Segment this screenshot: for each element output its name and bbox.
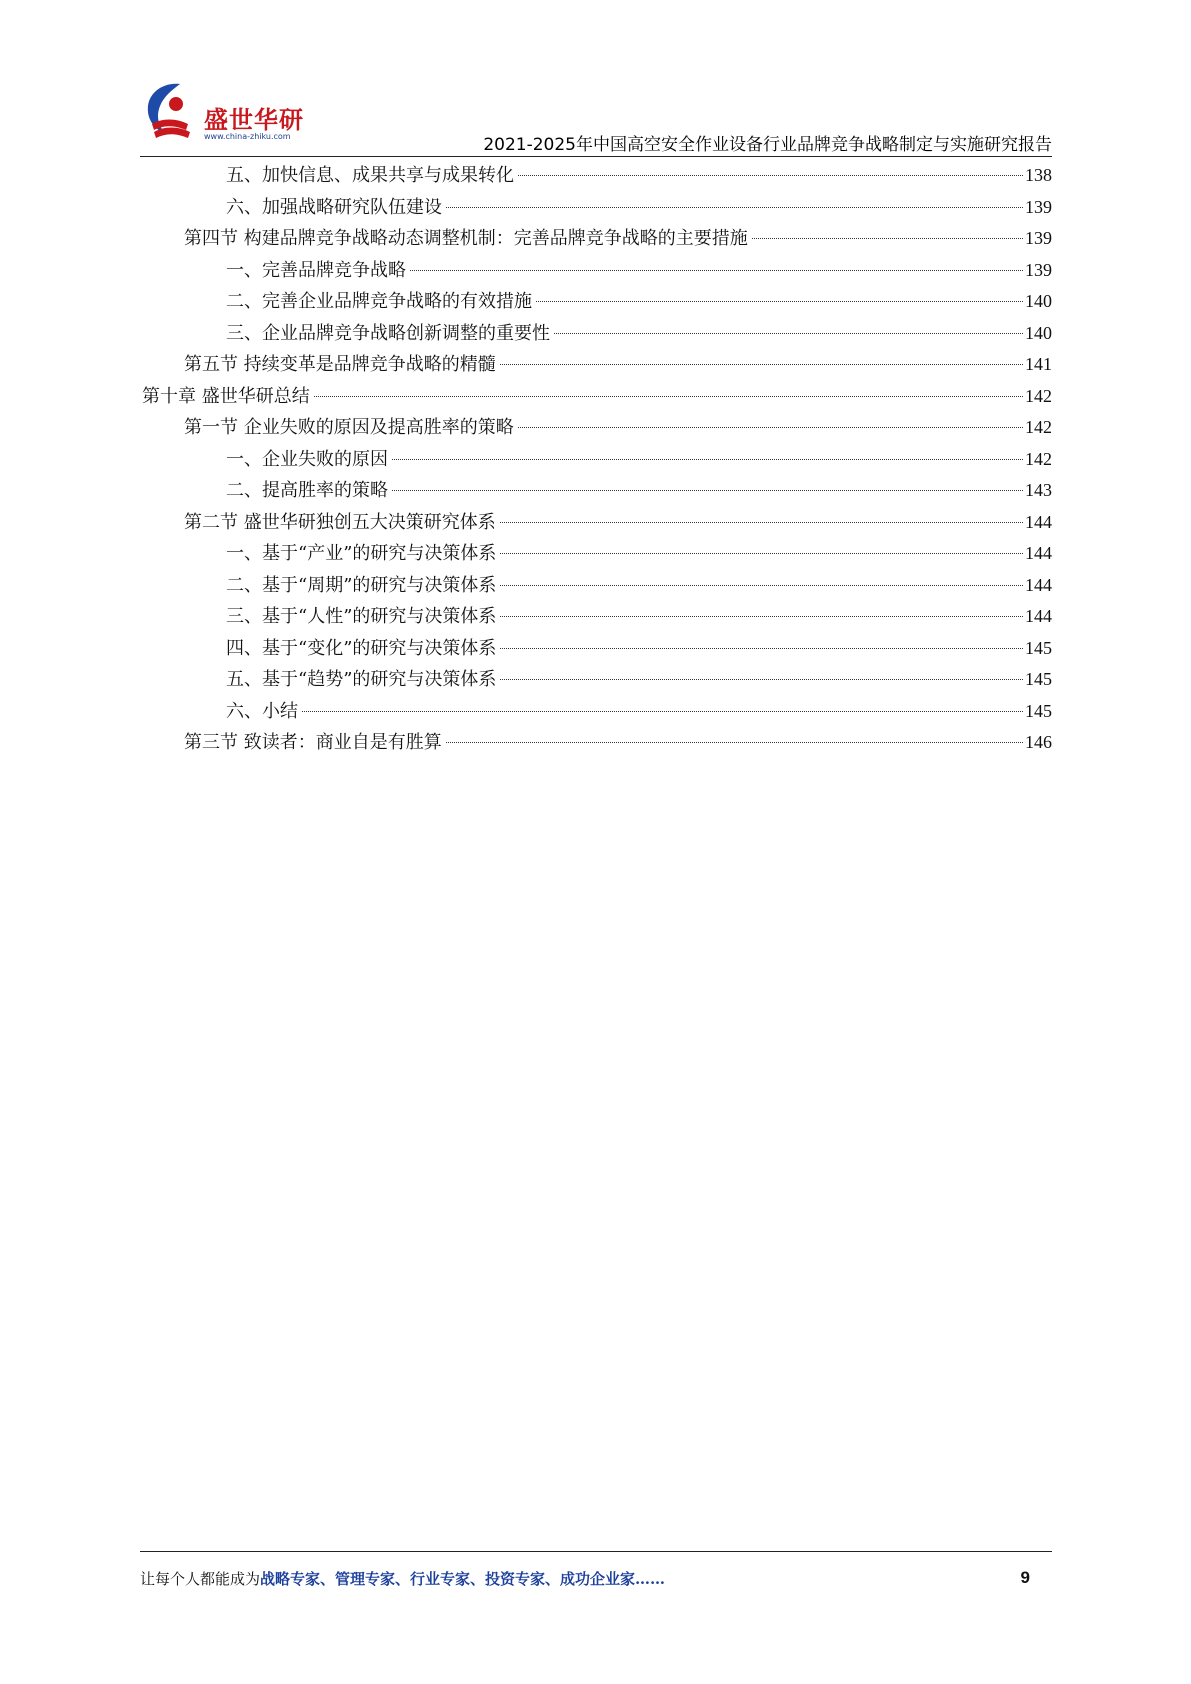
toc-entry-title: 五、加快信息、成果共享与成果转化	[226, 165, 514, 186]
toc-entry[interactable]	[142, 475, 1052, 507]
toc-entry-page: 139	[1025, 259, 1052, 280]
toc-entry[interactable]	[142, 286, 1052, 318]
toc-entry[interactable]	[142, 412, 1052, 444]
toc-entry-title: 一、完善品牌竞争战略	[226, 259, 406, 281]
toc-entry-page: 144	[1025, 511, 1052, 532]
toc-entry-title: 六、小结	[226, 700, 298, 722]
logo-emblem-icon	[140, 78, 204, 142]
toc-entry[interactable]	[142, 664, 1052, 696]
footer-divider	[140, 1551, 1052, 1552]
toc-entry-title: 二、完善企业品牌竞争战略的有效措施	[226, 291, 532, 312]
toc-entry-page: 144	[1025, 606, 1052, 626]
toc-entry-title: 三、企业品牌竞争战略创新调整的重要性	[226, 322, 550, 344]
toc-entry-page: 142	[1025, 448, 1052, 469]
toc-entry[interactable]	[142, 255, 1052, 287]
toc-entry[interactable]	[142, 538, 1052, 570]
toc-entry-page: 144	[1025, 574, 1052, 595]
toc-leader	[500, 648, 1023, 649]
toc-entry-page: 145	[1025, 637, 1052, 658]
toc-entry-title: 第二节 盛世华研独创五大决策研究体系	[184, 511, 496, 533]
toc-entry-page: 140	[1025, 291, 1052, 311]
toc-entry[interactable]	[142, 601, 1052, 633]
header-divider	[140, 156, 1052, 157]
logo-text: 盛世华研	[204, 106, 304, 134]
toc-leader	[518, 175, 1023, 176]
toc-leader	[500, 585, 1023, 586]
toc-leader	[536, 301, 1023, 302]
toc-entry-title: 第五节 持续变革是品牌竞争战略的精髓	[184, 354, 496, 375]
toc-entry[interactable]	[142, 696, 1052, 728]
toc-entry-page: 139	[1025, 228, 1052, 248]
toc-entry[interactable]	[142, 570, 1052, 602]
toc-leader	[392, 459, 1023, 460]
toc-entry[interactable]	[142, 633, 1052, 665]
toc-entry-page: 142	[1025, 417, 1052, 437]
toc-leader	[392, 490, 1023, 491]
toc-entry[interactable]	[142, 444, 1052, 476]
toc-leader	[302, 711, 1023, 712]
table-of-contents	[142, 160, 1052, 759]
toc-entry-title: 一、企业失败的原因	[226, 448, 388, 470]
toc-entry[interactable]	[142, 223, 1052, 255]
toc-leader	[500, 679, 1023, 680]
footer-slogan	[140, 1568, 665, 1589]
toc-entry[interactable]	[142, 349, 1052, 381]
toc-entry-title: 五、基于“趋势”的研究与决策体系	[226, 669, 497, 690]
toc-entry-page: 139	[1025, 196, 1052, 217]
toc-entry-title: 第十章 盛世华研总结	[142, 385, 310, 407]
toc-entry-page: 140	[1025, 322, 1052, 343]
toc-entry-page: 141	[1025, 354, 1052, 374]
toc-entry[interactable]	[142, 192, 1052, 224]
company-logo	[140, 78, 320, 148]
logo-url: www.china-zhiku.com	[204, 132, 291, 141]
page-footer	[140, 1568, 1052, 1598]
report-title: 2021-2025年中国高空安全作业设备行业品牌竞争战略制定与实施研究报告	[483, 135, 1052, 155]
toc-leader	[500, 616, 1023, 617]
toc-entry[interactable]	[142, 160, 1052, 192]
toc-leader	[410, 270, 1023, 271]
toc-entry[interactable]	[142, 381, 1052, 413]
toc-entry-page: 142	[1025, 385, 1052, 406]
toc-leader	[314, 396, 1023, 397]
toc-entry-title: 一、基于“产业”的研究与决策体系	[226, 543, 497, 564]
toc-entry-page: 146	[1025, 732, 1052, 752]
toc-entry-title: 三、基于“人性”的研究与决策体系	[226, 606, 497, 627]
toc-entry-title: 第一节 企业失败的原因及提高胜率的策略	[184, 417, 514, 438]
toc-leader	[500, 364, 1023, 365]
toc-entry-page: 145	[1025, 669, 1052, 689]
toc-leader	[752, 238, 1023, 239]
toc-leader	[500, 553, 1023, 554]
toc-leader	[554, 333, 1023, 334]
toc-entry-page: 138	[1025, 165, 1052, 185]
page-header	[140, 78, 1052, 154]
footer-slogan-lead: 让每个人都能成为	[140, 1570, 261, 1588]
toc-leader	[446, 207, 1023, 208]
toc-leader	[500, 522, 1023, 523]
toc-entry-title: 第三节 致读者：商业自是有胜算	[184, 732, 442, 753]
toc-leader	[518, 427, 1023, 428]
toc-entry[interactable]	[142, 507, 1052, 539]
toc-entry-title: 第四节 构建品牌竞争战略动态调整机制：完善品牌竞争战略的主要措施	[184, 228, 748, 249]
toc-entry-title: 二、基于“周期”的研究与决策体系	[226, 574, 497, 596]
toc-leader	[446, 742, 1023, 743]
page-number: 9	[1020, 1568, 1030, 1587]
toc-entry-title: 四、基于“变化”的研究与决策体系	[226, 637, 497, 659]
toc-entry-page: 144	[1025, 543, 1052, 563]
toc-entry[interactable]	[142, 318, 1052, 350]
footer-slogan-roles: 战略专家、管理专家、行业专家、投资专家、成功企业家……	[260, 1570, 666, 1588]
toc-entry-title: 二、提高胜率的策略	[226, 480, 388, 501]
toc-entry-title: 六、加强战略研究队伍建设	[226, 196, 442, 218]
toc-entry[interactable]	[142, 727, 1052, 759]
toc-entry-page: 145	[1025, 700, 1052, 721]
toc-entry-page: 143	[1025, 480, 1052, 500]
